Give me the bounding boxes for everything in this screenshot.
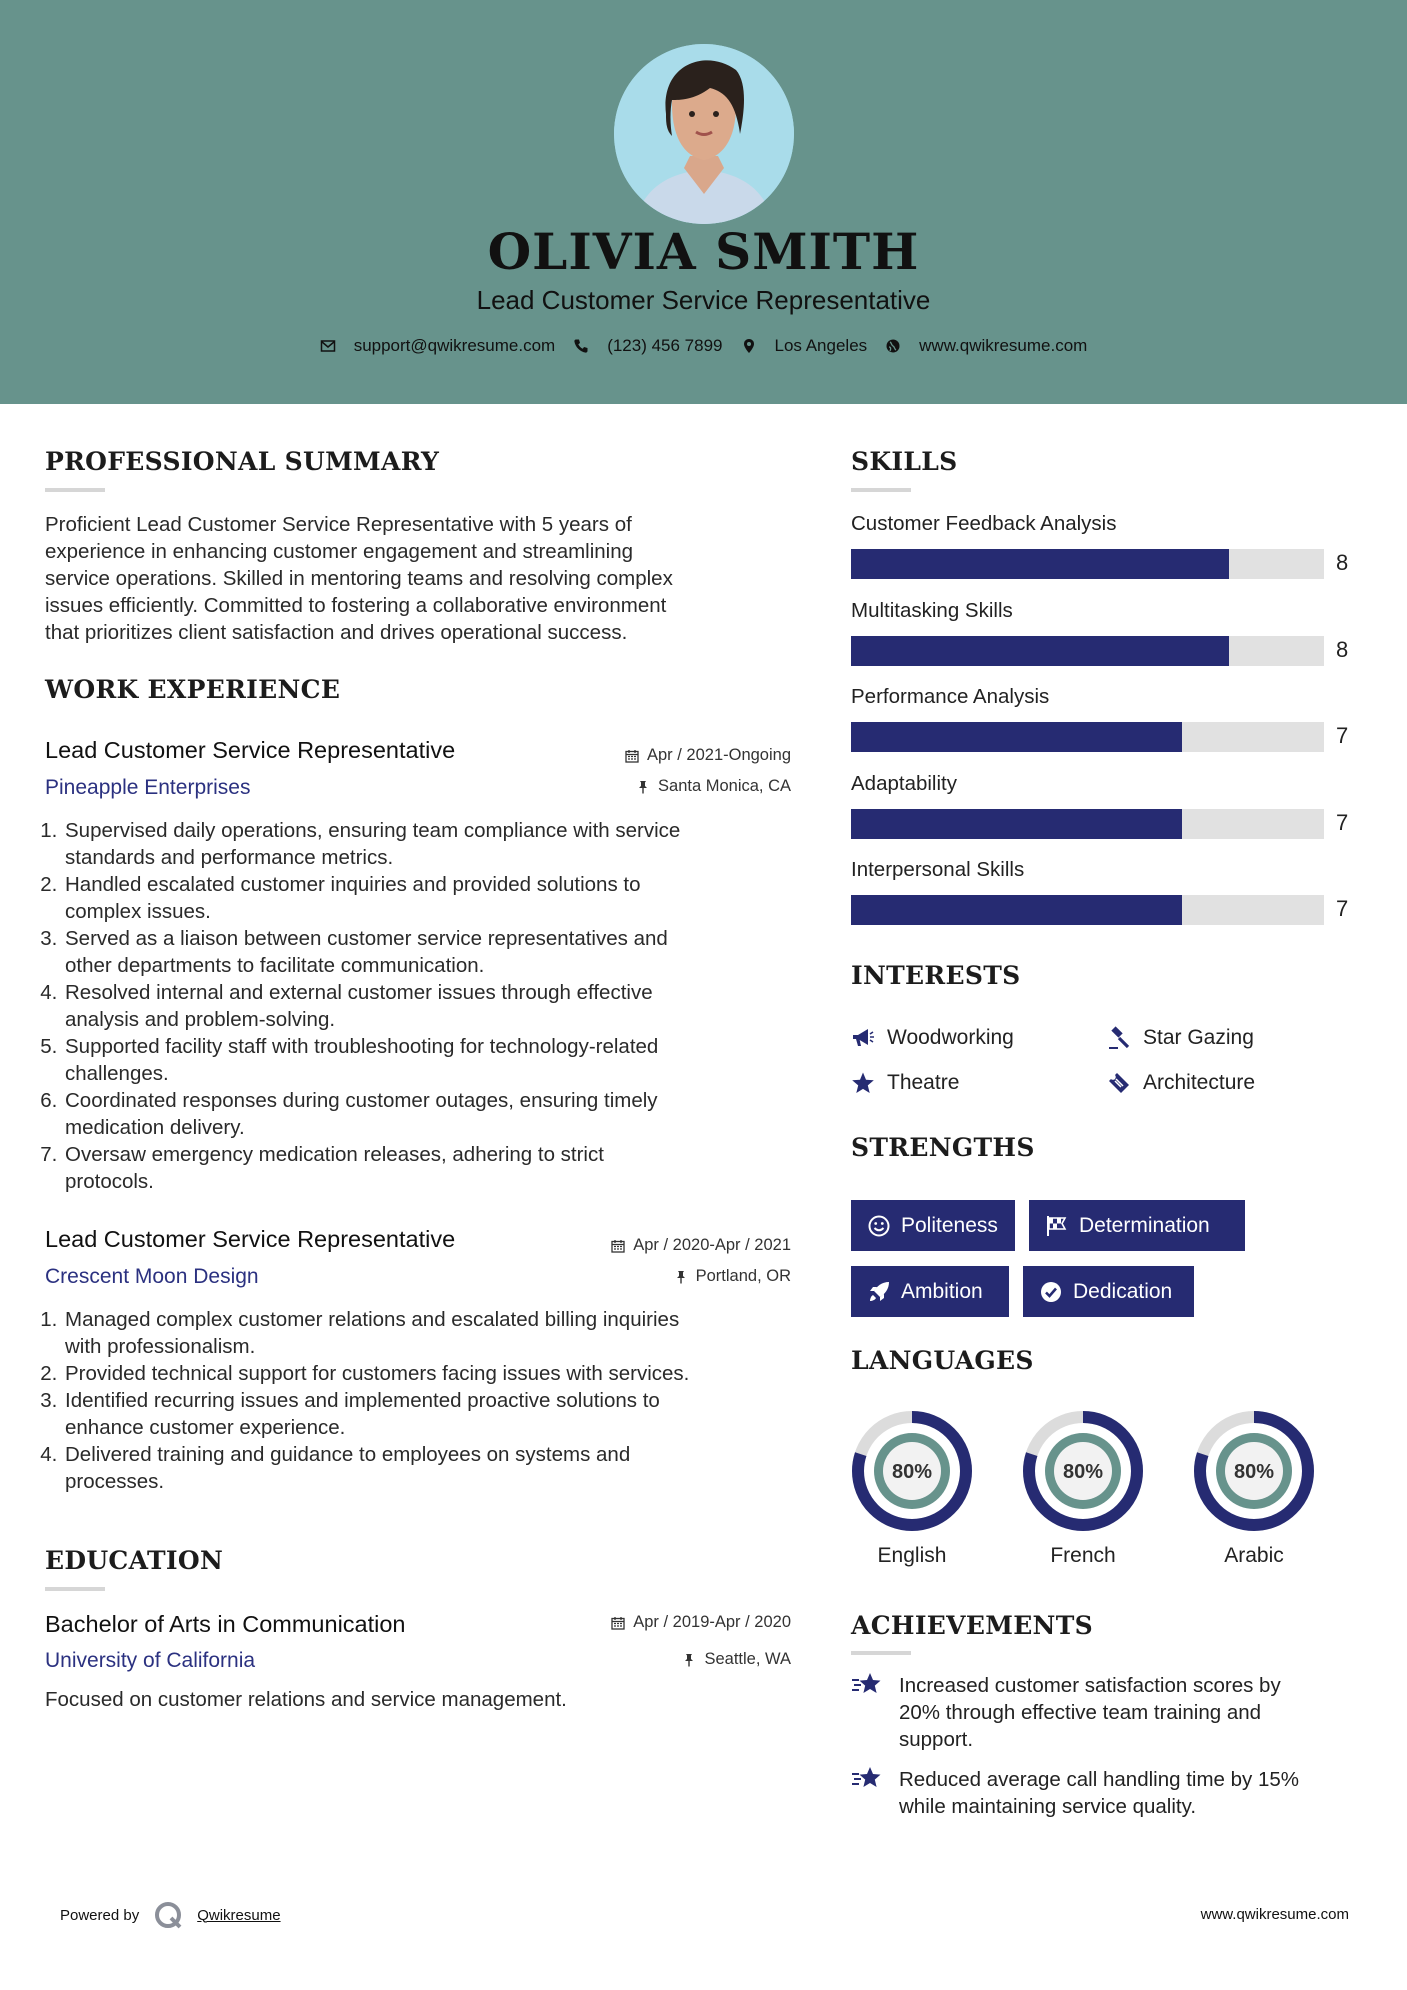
email-text: support@qwikresume.com bbox=[353, 336, 556, 355]
globe-icon bbox=[885, 338, 901, 354]
strength-badge bbox=[1029, 1200, 1245, 1251]
language-label: French bbox=[1050, 1544, 1116, 1567]
phone-text: (123) 456 7899 bbox=[607, 336, 723, 355]
summary-heading: PROFESSIONAL SUMMARY bbox=[45, 447, 440, 476]
candidate-name: OLIVIA SMITH bbox=[487, 222, 920, 281]
achievement-star-icon bbox=[851, 1668, 885, 1702]
qwikresume-link[interactable]: Qwikresume bbox=[197, 1906, 281, 1924]
language-ring bbox=[1022, 1410, 1144, 1537]
skills-divider bbox=[851, 488, 911, 492]
languages-heading: LANGUAGES bbox=[851, 1346, 1034, 1375]
skill-label: Customer Feedback Analysis bbox=[851, 512, 1117, 535]
duty-item: 5. Supported facility staff with troubleshooting for technology-related challenges. bbox=[63, 1033, 813, 1087]
achievement-item bbox=[851, 1766, 1359, 1820]
language-percent: 80% bbox=[1233, 1461, 1275, 1483]
megaphone-icon bbox=[851, 1026, 875, 1050]
job-title: Lead Customer Service Representative bbox=[45, 737, 456, 763]
duty-item: 4. Delivered training and guidance to employees on systems and processes. bbox=[63, 1441, 823, 1495]
interest-item bbox=[1107, 1026, 1254, 1050]
education-heading: EDUCATION bbox=[45, 1546, 224, 1575]
skill-bar-track bbox=[851, 895, 1324, 925]
skill-bar-track bbox=[851, 549, 1324, 579]
job-location-text: Santa Monica, CA bbox=[658, 777, 791, 795]
pushpin-icon bbox=[682, 1653, 696, 1667]
achievements-divider bbox=[851, 1651, 911, 1655]
skill-bar-fill bbox=[851, 549, 1229, 579]
check-circle-icon bbox=[1039, 1280, 1063, 1304]
degree-title: Bachelor of Arts in Communication bbox=[45, 1611, 406, 1637]
education-date-text: Apr / 2019-Apr / 2020 bbox=[633, 1613, 791, 1631]
header-banner bbox=[0, 0, 1407, 404]
contact-phone[interactable] bbox=[573, 336, 722, 356]
duty-item: 2. Provided technical support for customers facing issues with services. bbox=[63, 1360, 823, 1387]
strength-badge bbox=[851, 1200, 1015, 1251]
skill-score: 7 bbox=[1336, 809, 1349, 835]
calendar-icon bbox=[611, 1616, 625, 1630]
language-percent: 80% bbox=[891, 1461, 933, 1483]
duty-item: 1. Supervised daily operations, ensuring team compliance with service standards and performance metrics. bbox=[63, 817, 813, 871]
job-duties bbox=[45, 817, 813, 1195]
achievement-text: Increased customer satisfaction scores by 20% through effective team training and support. bbox=[899, 1674, 1281, 1751]
interest-label: Star Gazing bbox=[1143, 1026, 1254, 1049]
location-text: Los Angeles bbox=[774, 336, 868, 355]
skill-label: Multitasking Skills bbox=[851, 598, 1013, 622]
skill-label: Adaptability bbox=[851, 771, 957, 795]
envelope-icon bbox=[320, 338, 336, 354]
strength-label: Politeness bbox=[901, 1213, 998, 1237]
achievement-item bbox=[851, 1672, 1359, 1753]
skill-bar-fill bbox=[851, 636, 1229, 666]
interest-item bbox=[851, 1026, 1014, 1050]
job-date-text: Apr / 2020-Apr / 2021 bbox=[633, 1236, 791, 1254]
duty-item: 3. Identified recurring issues and implemented proactive solutions to enhance customer experience. bbox=[63, 1387, 823, 1441]
skill-bar-fill bbox=[851, 722, 1182, 752]
contact-bar bbox=[0, 336, 1407, 356]
skill-bar-fill bbox=[851, 895, 1182, 925]
duty-item: 7. Oversaw emergency medication releases, adhering to strict protocols. bbox=[63, 1141, 813, 1195]
job-date bbox=[611, 1236, 791, 1255]
strength-label: Dedication bbox=[1073, 1279, 1173, 1303]
strength-badge bbox=[1023, 1266, 1194, 1317]
smile-icon bbox=[867, 1214, 891, 1238]
summary-line: service operations. Skilled in mentoring teams and resolving complex bbox=[45, 567, 673, 590]
qwikresume-logo-icon bbox=[153, 1900, 183, 1930]
contact-location bbox=[741, 336, 868, 356]
calendar-icon bbox=[625, 749, 639, 763]
skills-heading: SKILLS bbox=[851, 447, 958, 476]
job-duties bbox=[45, 1306, 823, 1495]
footer-url[interactable]: www.qwikresume.com bbox=[1200, 1906, 1349, 1923]
education-location bbox=[682, 1650, 791, 1669]
powered-by-text: Powered by bbox=[60, 1906, 140, 1924]
job-location bbox=[674, 1267, 791, 1286]
language-label: Arabic bbox=[1224, 1544, 1284, 1567]
footer-powered-by bbox=[60, 1900, 281, 1930]
company-name: Crescent Moon Design bbox=[45, 1265, 259, 1288]
duty-item: 6. Coordinated responses during customer outages, ensuring timely medication delivery. bbox=[63, 1087, 813, 1141]
language-ring bbox=[851, 1410, 973, 1537]
work-heading: WORK EXPERIENCE bbox=[45, 675, 341, 704]
education-location-text: Seattle, WA bbox=[704, 1650, 791, 1668]
pushpin-icon bbox=[674, 1270, 688, 1284]
duty-item: 2. Handled escalated customer inquiries and provided solutions to complex issues. bbox=[63, 871, 813, 925]
skill-score: 7 bbox=[1336, 723, 1349, 748]
phone-icon bbox=[573, 338, 589, 354]
pushpin-icon bbox=[636, 780, 650, 794]
job-date-text: Apr / 2021-Ongoing bbox=[646, 746, 791, 764]
job-date bbox=[625, 746, 791, 765]
summary-line: that prioritizes client satisfaction and drives operational success. bbox=[45, 621, 628, 644]
language-percent: 80% bbox=[1062, 1461, 1104, 1483]
education-divider bbox=[45, 1587, 105, 1591]
summary-line: Proficient Lead Customer Service Representative with 5 years of bbox=[45, 513, 632, 536]
interest-label: Architecture bbox=[1143, 1071, 1256, 1094]
language-ring bbox=[1193, 1410, 1315, 1537]
flag-icon bbox=[1045, 1214, 1069, 1238]
ticket-icon bbox=[1107, 1071, 1131, 1095]
duty-item: 3. Served as a liaison between customer service representatives and other departments to facilitate communication. bbox=[63, 925, 813, 979]
skill-label: Interpersonal Skills bbox=[851, 858, 1025, 881]
job-title: Lead Customer Service Representative bbox=[45, 1226, 456, 1252]
calendar-icon bbox=[611, 1239, 625, 1253]
strength-label: Ambition bbox=[901, 1279, 983, 1303]
gavel-icon bbox=[1107, 1026, 1131, 1050]
interest-label: Woodworking bbox=[887, 1026, 1014, 1049]
summary-divider bbox=[45, 488, 105, 492]
candidate-role: Lead Customer Service Representative bbox=[476, 285, 931, 315]
summary-text bbox=[45, 511, 673, 646]
job-location bbox=[636, 777, 791, 796]
language-label: English bbox=[877, 1544, 947, 1567]
summary-line: issues efficiently. Committed to fostering a collaborative environment bbox=[45, 594, 667, 617]
skill-bar-fill bbox=[851, 809, 1182, 839]
strengths-heading: STRENGTHS bbox=[851, 1133, 1035, 1162]
interest-item bbox=[851, 1071, 959, 1095]
skill-score: 7 bbox=[1336, 896, 1349, 921]
rocket-icon bbox=[867, 1280, 891, 1304]
interest-item bbox=[1107, 1071, 1255, 1095]
map-pin-icon bbox=[741, 338, 757, 354]
contact-email[interactable] bbox=[320, 336, 556, 356]
website-text: www.qwikresume.com bbox=[919, 336, 1088, 355]
strength-badge bbox=[851, 1266, 1009, 1317]
summary-line: experience in enhancing customer engagement and streamlining bbox=[45, 540, 634, 563]
interests-heading: INTERESTS bbox=[851, 961, 1021, 990]
school-name: University of California bbox=[45, 1649, 256, 1672]
skill-score: 8 bbox=[1336, 550, 1349, 575]
star-icon bbox=[851, 1071, 875, 1095]
skill-bar-track bbox=[851, 636, 1324, 666]
achievement-star-icon bbox=[851, 1762, 885, 1796]
profile-photo bbox=[614, 44, 794, 224]
education-note: Focused on customer relations and service management. bbox=[45, 1688, 567, 1711]
skill-score: 8 bbox=[1336, 636, 1349, 662]
education-date bbox=[611, 1613, 791, 1632]
strength-label: Determination bbox=[1079, 1213, 1210, 1237]
contact-website[interactable] bbox=[885, 336, 1087, 356]
duty-item: 4. Resolved internal and external customer issues through effective analysis and problem-solving. bbox=[63, 979, 813, 1033]
interest-label: Theatre bbox=[887, 1071, 960, 1094]
skill-label: Performance Analysis bbox=[851, 685, 1050, 708]
achievements-heading: ACHIEVEMENTS bbox=[851, 1611, 1093, 1640]
skill-bar-track bbox=[851, 809, 1324, 839]
achievement-text: Reduced average call handling time by 15% while maintaining service quality. bbox=[899, 1768, 1300, 1818]
duty-item: 1. Managed complex customer relations and escalated billing inquiries with professionalism. bbox=[63, 1306, 823, 1360]
skill-bar-track bbox=[851, 722, 1324, 752]
company-name: Pineapple Enterprises bbox=[45, 776, 251, 799]
job-location-text: Portland, OR bbox=[695, 1267, 791, 1285]
